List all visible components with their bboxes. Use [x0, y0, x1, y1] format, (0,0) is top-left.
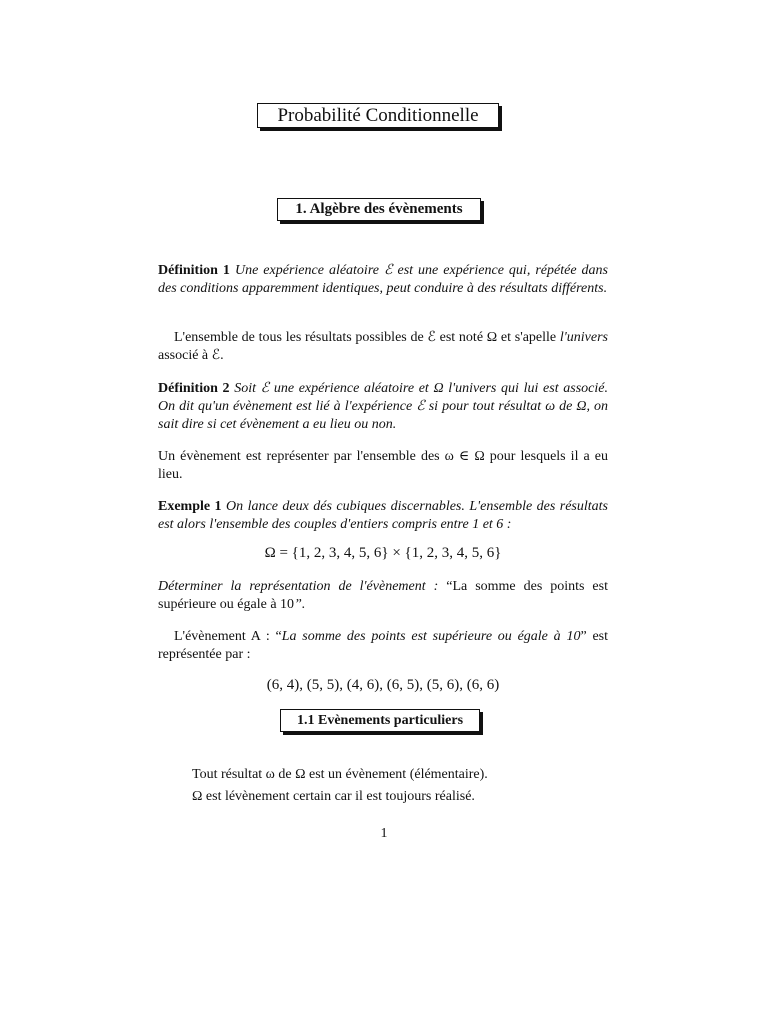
page-number: 1	[380, 826, 388, 841]
omega-formula: Ω = {1, 2, 3, 4, 5, 6} × {1, 2, 3, 4, 5, 6}	[264, 545, 502, 561]
page-title: Probabilité Conditionnelle	[257, 103, 499, 128]
definition-2-label: Définition 2	[158, 381, 230, 396]
definition-1	[158, 262, 608, 298]
determine-italic: Déterminer la représentation de l'évènement :	[158, 579, 447, 594]
univers-text-1: L'ensemble de tous les résultats possibles de ℰ est noté Ω et s'apelle	[174, 330, 560, 345]
event-representation-paragraph: Un évènement est représenter par l'ensemble des ω ∈ Ω pour lesquels il a eu lieu.	[158, 449, 608, 482]
event-a-italic: La somme des points est supérieure ou égale à 10	[281, 629, 581, 644]
list-item: Tout résultat ω de Ω est un évènement (élémentaire).	[192, 767, 488, 782]
section-heading-evenements-particuliers: 1.1 Evènements particuliers	[280, 709, 480, 732]
event-a-text-2: ” est représentée par :	[158, 629, 608, 662]
determine-quote-open: “	[446, 579, 453, 594]
univers-text-2: associé à ℰ.	[158, 348, 224, 363]
pairs-formula: (6, 4), (5, 5), (4, 6), (6, 5), (5, 6), (6, 6)	[266, 677, 500, 693]
univers-term: l'univers	[559, 330, 608, 345]
section-heading-algebre: 1. Algèbre des évènements	[277, 198, 481, 221]
univers-paragraph	[158, 329, 608, 365]
example-1-label: Exemple 1	[158, 499, 222, 514]
determine-paragraph	[158, 578, 608, 614]
event-a-paragraph	[158, 628, 608, 664]
definition-2	[158, 380, 608, 434]
determine-quote-close: ”.	[294, 597, 306, 612]
example-1-text: On lance deux dés cubiques discernables. L'ensemble des résultats est alors l'ensemble des couples d'entiers compris entre 1 et 6 :	[158, 499, 609, 532]
event-a-text-1: L'évènement A : “	[174, 629, 282, 644]
definition-1-label: Définition 1	[158, 263, 230, 278]
definition-2-text: Soit ℰ une expérience aléatoire et Ω l'univers qui lui est associé. On dit qu'un évènement est lié à l'expérience ℰ si pour tout résultat ω de Ω, on sait dire si cet évènement a eu lieu ou non.	[158, 381, 608, 432]
list-item: Ω est lévènement certain car il est toujours réalisé.	[192, 789, 475, 804]
example-1	[158, 498, 608, 534]
definition-1-text: Une expérience aléatoire ℰ est une expérience qui, répétée dans des conditions apparemment identiques, peut conduire à des résultats différents.	[158, 263, 609, 296]
determine-text: La somme des points est supérieure ou égale à 10	[158, 579, 608, 612]
